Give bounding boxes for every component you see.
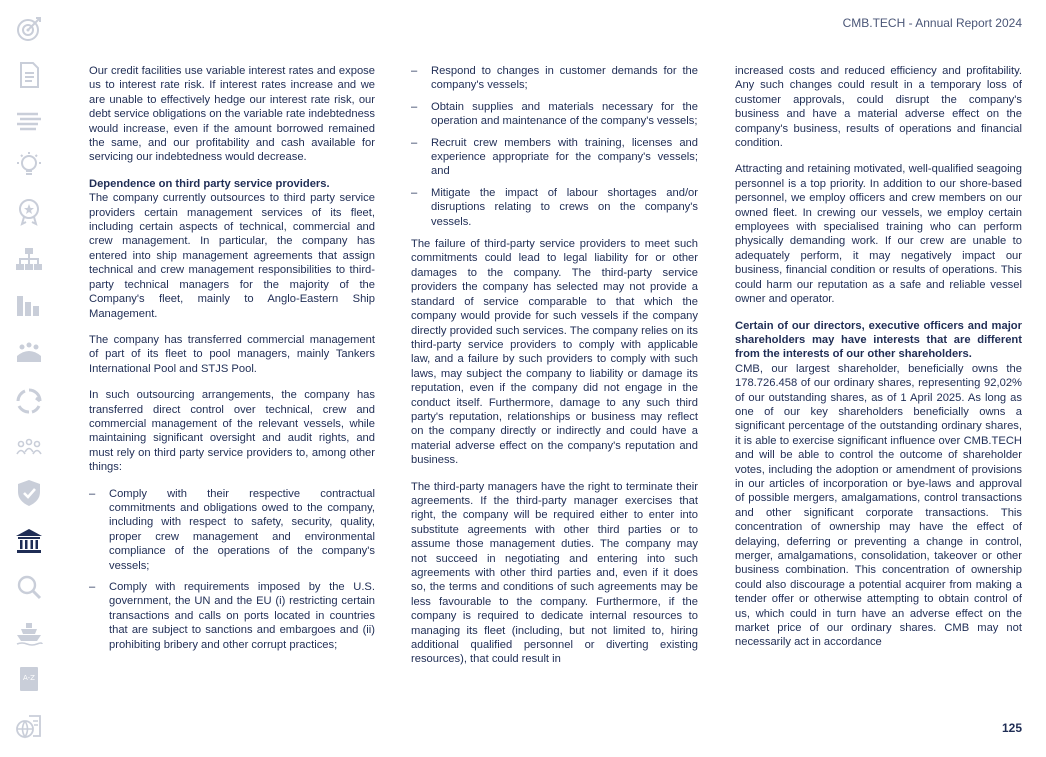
recycle-icon[interactable]	[14, 386, 44, 416]
vessel-lines-icon[interactable]	[14, 106, 44, 136]
document-icon[interactable]	[14, 60, 44, 90]
people-icon[interactable]	[14, 432, 44, 462]
bar-chart-icon[interactable]	[14, 290, 44, 320]
shield-check-icon[interactable]	[14, 478, 44, 508]
list-item: – Mitigate the impact of labour shortages and/or disruptions relating to crews on the company's vessels.	[411, 186, 698, 229]
paragraph-outsourcing-arrangements: In such outsourcing arrangements, the company has transferred direct control over technical, crew and commercial management of the relevant vessels, while maintaining significant oversight and audit rights, and must rely on third party service providers to, among other things:	[89, 389, 375, 474]
a-z-index-icon[interactable]	[14, 664, 44, 694]
list-item: – Comply with their respective contractual commitments and obligations owed to the company, including with respect to safety, security, quality, proper crew management and environmental compliance of the operations of the company's vessels;	[89, 487, 375, 573]
list-item: – Comply with requirements imposed by the U.S. government, the UN and the EU (i) restricting certain transactions and calls on ports located in countries that are subject to sanctions and embargoes and (ii) prohibiting bribery and other corrupt practices;	[89, 580, 375, 652]
org-chart-icon[interactable]	[14, 244, 44, 274]
paragraph-failure-of-providers: The failure of third-party service providers to meet such commitments could lead to legal liability for or other damages to the company. The third-party service providers the company has selected may not provide a standard of service comparable to that which the company would provide for such vessels if the company directly provided such services. The company relies on its third-party service providers to comply with applicable law, and a failure by such providers to comply with such laws, may subject the company to liability or damage its reputation, even if the company did not engage in the conduct itself. Furthermore, damage to any such third party's reputation, relationships or business may reflect on the company directly or indirectly and could have a material adverse effect on the company's reputation and business.	[411, 238, 698, 467]
list-item: – Recruit crew members with training, licenses and experience appropriate for the company's vessels; and	[411, 136, 698, 179]
svg-text:A-Z: A-Z	[23, 674, 35, 682]
paragraph-interest-rate-risk: Our credit facilities use variable interest rates and expose us to interest rate risk. If interest rates increase and we are unable to effectively hedge our interest rate risk, our debt service obligations on the variable rate indebtedness would increase, even if the amount borrowed remained the same, and our profitability and cash available for servicing our indebtedness would decrease.	[89, 65, 375, 164]
list-item: – Respond to changes in customer demands for the company's vessels;	[411, 64, 698, 93]
section-heading-third-party: Dependence on third party service providers.	[89, 177, 330, 190]
community-icon[interactable]	[14, 338, 44, 368]
magnifier-icon[interactable]	[14, 572, 44, 602]
paragraph-outsourcing: The company currently outsources to third party service providers certain management services of its fleet, including certain aspects of technical, commercial and crew management. In particular, the company has entered into ship management agreements that assign technical and crew management responsibilities to third-party technical managers for the majority of the Company's fleet, mainly to Anglo-Eastern Ship Management.	[89, 192, 375, 320]
text-column-1	[89, 64, 375, 660]
paragraph-termination-right: The third-party managers have the right to terminate their agreements. If the third-party manager exercises that right, the company will be required either to enter into substitute agreements with other third parties or to assume those management duties. The company may not succeed in negotiating and entering into such agreements with other third parties and, even if it does so, the terms and conditions of such agreements may be less favourable to the company. Furthermore, if the company is required to dedicate internal resources to managing its fleet (including, but not limited to, hiring additional qualified personnel or diverting existing resources), that could result in	[411, 480, 698, 666]
paragraph-commercial-management: The company has transferred commercial management of part of its fleet to pool managers, mainly Tankers International Pool and STJS Pool.	[89, 333, 375, 375]
text-column-3	[735, 64, 1022, 662]
page-number: 125	[1001, 721, 1022, 735]
section-heading-shareholder-interests: Certain of our directors, executive officers and major shareholders may have interests that are different from the interests of our other shareholders.	[735, 319, 1022, 361]
list-item: – Obtain supplies and materials necessary for the operation and maintenance of the company's vessels;	[411, 100, 698, 129]
text-column-2	[411, 64, 698, 679]
ship-icon[interactable]	[14, 618, 44, 648]
paragraph-increased-costs: increased costs and reduced efficiency and profitability. Any such changes could result in a temporary loss of customer approvals, could disrupt the company's business and have a material adverse effect on the company's business, results of operations and financial condition.	[735, 65, 1022, 150]
bullet-list-obligations	[89, 487, 375, 652]
bullet-list-obligations-continued	[411, 64, 698, 229]
government-building-icon[interactable]	[14, 526, 44, 556]
target-icon[interactable]	[14, 14, 44, 44]
paragraph-seagoing-personnel: Attracting and retaining motivated, well-qualified seagoing personnel is a top priority. In addition to our shore-based personnel, we employ officers and crew members on our owned fleet. In crewing our vessels, we employ certain employees with specialised training who can perform physically demanding work. If our crew are unable to adequately perform, it may negatively impact our business, financial condition or results of operations. This could harm our reputation as a safe and reliable vessel owner and operator.	[735, 163, 1022, 306]
award-icon[interactable]	[14, 196, 44, 226]
lightbulb-icon[interactable]	[14, 150, 44, 180]
paragraph-cmb-ownership: CMB, our largest shareholder, beneficially owns the 178.726.458 of our ordinary shares, representing 92,02% of our outstanding shares, as of 1 April 2025. As long as one of our key shareholders beneficially owns a significant percentage of the outstanding ordinary shares, it is able to exercise significant influence over CMB.TECH and will be able to control the outcome of shareholder votes, including the adoption or amendment of provisions in our articles of incorporation or bye-laws and approval of possible mergers, amalgamations, control transactions and other significant corporate transactions. This concentration of ownership may have the effect of delaying, deferring or preventing a change in control, merger, amalgamations, consolidation, takeover or other business combination. This concentration of ownership could also discourage a potential acquirer from making a tender offer or otherwise attempting to obtain control of us, which could in turn have an adverse effect on the market price of our ordinary shares. CMB may not necessarily act in accordance	[735, 362, 1022, 649]
sidebar-nav	[0, 0, 56, 757]
report-header-title: CMB.TECH - Annual Report 2024	[842, 16, 1022, 30]
globe-document-icon[interactable]	[14, 712, 44, 742]
